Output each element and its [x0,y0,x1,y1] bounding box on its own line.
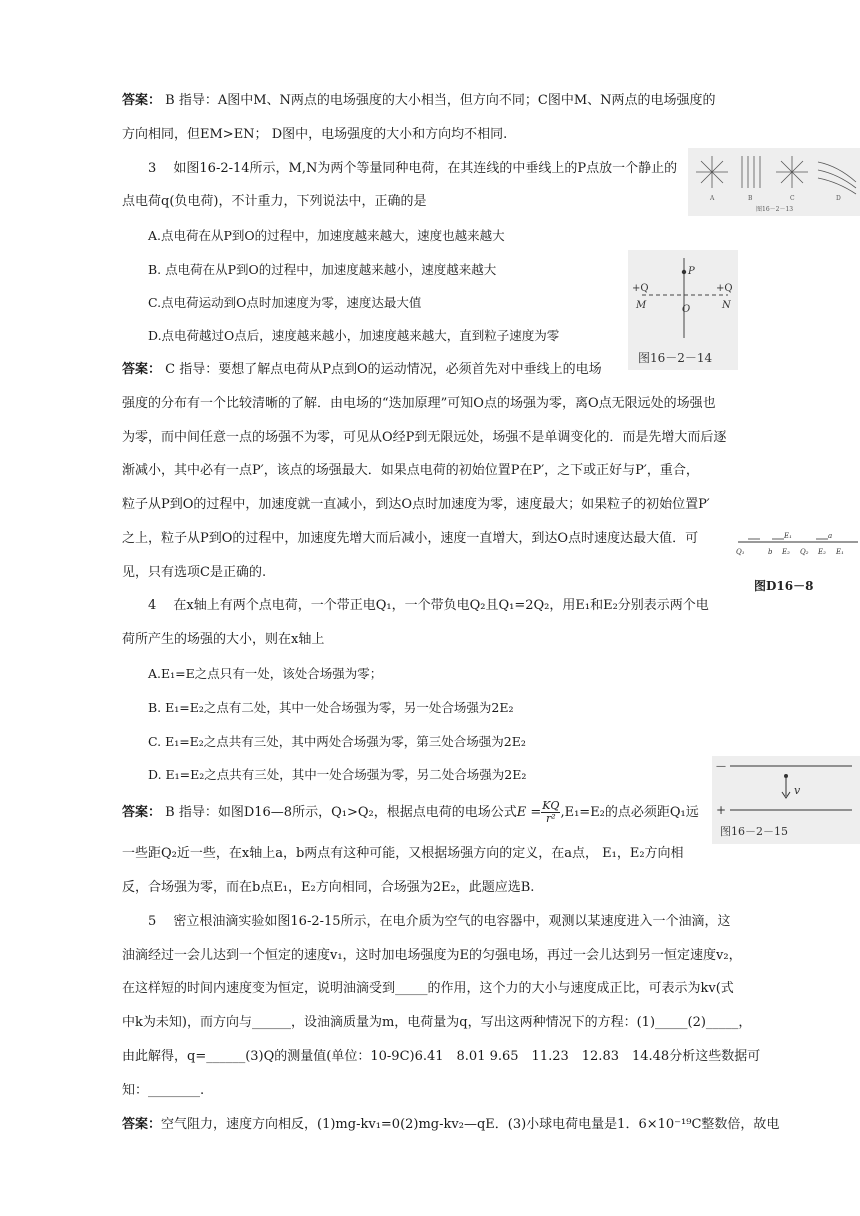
answer-label: 答案： [122,805,162,820]
x-axis-charges-diagram [732,528,860,598]
fig13-label-d: D [836,195,841,202]
answer-label: 答案： [122,362,162,377]
formula-fraction [541,800,560,825]
fig14-p: P [688,266,695,277]
question-4-option-a: A.E₁=E之点只有一处，该处合场强为零； [148,666,383,681]
question-4-option-c: C. E₁=E₂之点共有三处，其中两处合场强为零，第三处合场强为2E₂ [148,734,526,749]
question-5-line2: 油滴经过一会儿达到一个恒定的速度v₁，这时加电场强度为E的匀强电场，再过一会儿达到另一恒定速度v₂， [122,948,742,963]
figd8-e2-right: E₂ [818,548,826,556]
question-3-option-c: C.点电荷运动到O点时加速度为零，速度达最大值 [148,295,422,310]
fig13-label-b: B [748,195,753,202]
question-3-option-a: A.点电荷在从P到O的过程中，加速度越来越大，速度也越来越大 [148,228,505,243]
fig15-minus: — [716,761,726,772]
question-4-option-d: D. E₁=E₂之点共有三处，其中一处合场强为零，另二处合场强为2E₂ [148,767,527,782]
question-3-line1: 3 如图16-2-14所示，M,N为两个等量同种电荷，在其连线的中垂线上的P点放一个静止的 [148,161,678,176]
figd8-e2: E₂ [782,548,790,556]
answer-text: 空气阻力，速度方向相反，(1)mg-kv₁=0(2)mg-kv₂—qE．(3)小球电荷电量是1．6×10⁻¹⁹C整数倍，故电 [161,1117,780,1132]
answer-4-line2: 一些距Q₂近一些，在x轴上a，b两点有这种可能，又根据场强方向的定义，在a点， E₁，E₂方向相 [122,846,684,861]
figure-16-2-14 [628,250,738,370]
question-4-option-b: B. E₁=E₂之点有二处，其中一处合场强为零，另一处合场强为2E₂ [148,700,514,715]
question-5-line4: 中k为未知)，而方向与______，设油滴质量为m，电荷量为q，写出这两种情况下的方程：(1)_____(2)_____， [122,1015,752,1030]
formula-numerator: KQ [542,799,560,812]
formula-denominator: r² [546,812,556,825]
fig14-o: O [682,304,691,315]
figure-d16-8 [732,528,860,598]
answer-text: B 指导：A图中M、N两点的电场强度的大小相当，但方向不同；C图中M、N两点的电场强度的 [161,93,716,108]
question-5-line1: 5 密立根油滴实验如图16-2-15所示，在电介质为空气的电容器中，观测以某速度进入一个油滴，这 [148,914,731,929]
answer-4-line3: 反，合场强为零，而在b点E₁，E₂方向相同，合场强为2E₂，此题应选B. [122,880,535,895]
figd8-q1: Q₁ [736,548,745,556]
figd8-caption: 图D16－8 [754,579,814,593]
field-lines-diagram [688,148,860,216]
figd8-a: a [828,532,833,540]
formula-lhs: E = [516,805,542,820]
fig14-m-charge: +Q [632,283,649,294]
charges-diagram [628,250,738,370]
fig14-n-charge: +Q [716,283,733,294]
answer-2-line2: 方向相同，但EM>EN； D图中，电场强度的大小和方向均不相同. [122,127,508,142]
figd8-b: b [768,548,773,556]
fig15-v: v [794,784,801,797]
answer-4-line1 [122,800,699,825]
fig15-caption: 图16－2－15 [720,825,788,838]
figd8-e1-top: E₁ [784,532,792,540]
question-5-line5: 由此解得，q=______(3)Q的测量值(单位：10-9C)6.41 8.01 9.65 11.23 12.83 14.48分析这些数据可 [122,1049,761,1064]
answer-3-line2: 强度的分布有一个比较清晰的了解．由电场的“迭加原理”可知O点的场强为零，离O点无限远处的场强也 [122,396,716,411]
answer-text: C 指导：要想了解点电荷从P点到O的运动情况，必须首先对中垂线上的电场 [161,362,602,377]
question-3-option-b: B. 点电荷在从P到O的过程中，加速度越来越小，速度越来越大 [148,262,497,277]
figd8-q2: Q₂ [800,548,809,556]
question-4-line1: 4 在x轴上有两个点电荷，一个带正电Q₁，一个带负电Q₂且Q₁=2Q₂，用E₁和E₂分别表示两个电 [148,598,709,613]
fig14-m: M [636,300,647,311]
fig14-caption: 图16－2－14 [638,351,713,365]
fig13-caption: 图16－2－13 [756,206,794,213]
answer-3-line3: 为零，而中间任意一点的场强不为零，可见从O经P到无限远处，场强不是单调变化的．而是先增大而后逐 [122,430,727,445]
figure-16-2-15 [712,756,860,844]
capacitor-diagram [712,756,860,844]
question-5-line6: 知：________. [122,1083,205,1098]
question-5-line3: 在这样短的时间内速度变为恒定，说明油滴受到_____的作用，这个力的大小与速度成正比，可表示为kv(式 [122,981,734,996]
answer-3-line7: 见，只有选项C是正确的. [122,565,267,580]
figure-16-2-13 [688,148,860,216]
question-4-line2: 荷所产生的场强的大小，则在x轴上 [122,632,325,647]
answer-text: B 指导：如图D16—8所示，Q₁>Q₂，根据点电荷的电场公式 [161,805,517,820]
fig13-label-a: A [710,195,715,202]
answer-5-line1 [122,1116,779,1134]
answer-3-line6: 之上，粒子从P到O的过程中，加速度先增大而后减小，速度一直增大，到达O点时速度达最大值．可 [122,531,699,546]
fig13-label-c: C [790,195,795,202]
figd8-e1-right: E₁ [836,548,844,556]
answer-3-line1 [122,361,602,379]
answer-text-cont: ,E₁=E₂的点必须距Q₁远 [560,805,699,820]
answer-2-line1 [122,92,716,110]
question-3-option-d: D.点电荷越过O点后，速度越来越小，加速度越来越大，直到粒子速度为零 [148,328,560,343]
answer-label: 答案： [122,93,162,108]
fig15-plus: + [716,803,727,817]
answer-3-line5: 粒子从P到O的过程中，加速度就一直减小，到达O点时加速度为零，速度最大；如果粒子的初始位置P′ [122,497,710,512]
answer-3-line4: 渐减小，其中必有一点P′，该点的场强最大．如果点电荷的初始位置P在P′，之下或正好与P′，重合， [122,463,699,478]
answer-label: 答案： [122,1117,162,1132]
question-3-line2: 点电荷q(负电荷)，不计重力，下列说法中，正确的是 [122,194,427,209]
fig14-n: N [722,300,731,311]
